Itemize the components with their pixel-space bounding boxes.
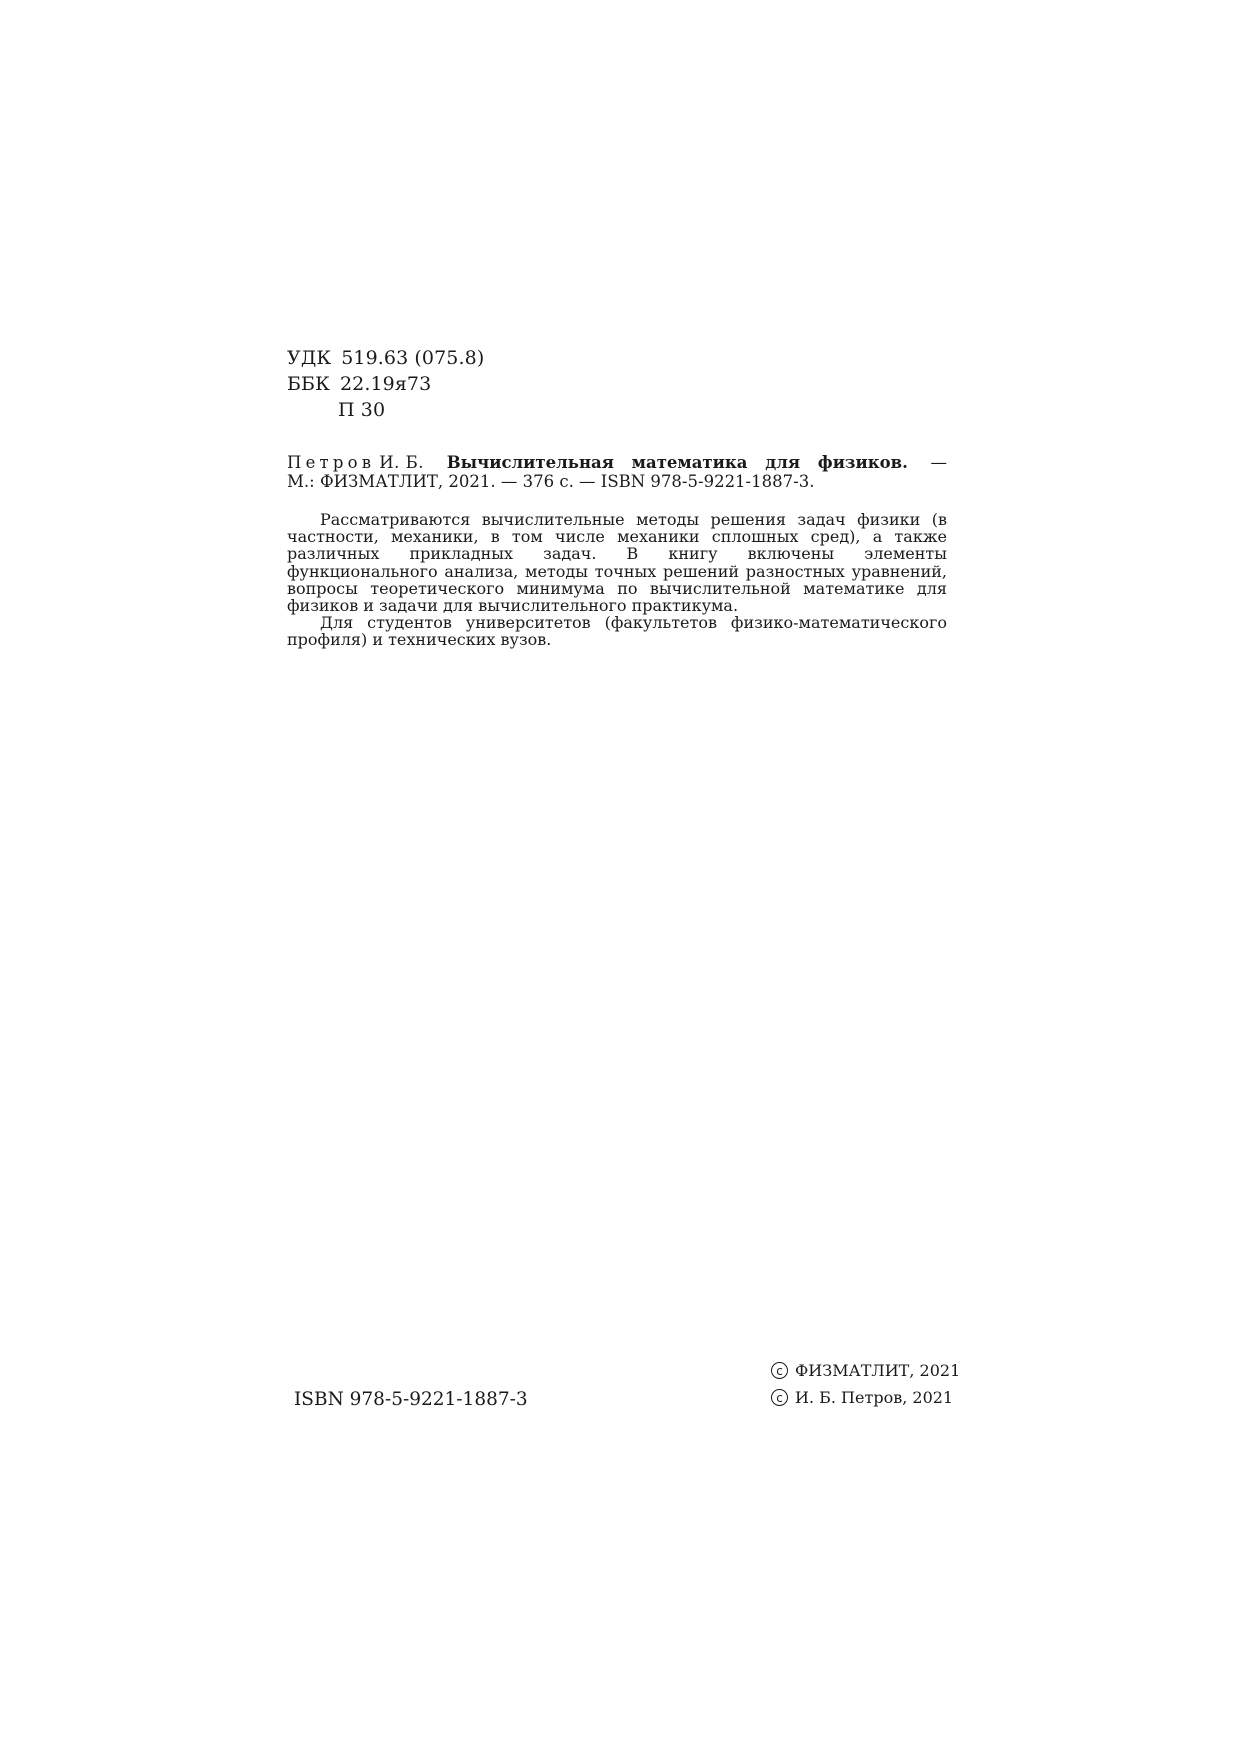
copyright-icon: c bbox=[771, 1362, 788, 1379]
copyright-publisher: ФИЗМАТЛИТ, 2021 bbox=[795, 1360, 961, 1380]
citation-publication: М.: ФИЗМАТЛИТ, 2021. — 376 с. — ISBN 978-5-9221-1887-3. bbox=[287, 472, 815, 491]
audience-paragraph: Для студентов университетов (факультетов физико-математического профиля) и технических вузов. bbox=[287, 613, 947, 650]
udk-value: 519.63 (075.8) bbox=[341, 347, 485, 369]
citation-first-line bbox=[287, 453, 947, 472]
bbk-line bbox=[287, 375, 431, 394]
abstract-paragraph: Рассматриваются вычислительные методы решения задач физики (в частности, механики, в том числе механики сплошных сред), а также различных прикладных задач. В книгу включены элементы функционального анализа, методы точных решений разностных уравнений, вопросы теоретического минимума по вычислительной математике для физиков и задачи для вычислительного практикума. bbox=[287, 510, 947, 616]
author-initials: И. Б. bbox=[379, 453, 425, 472]
isbn-number: ISBN 978-5-9221-1887-3 bbox=[294, 1389, 528, 1410]
author-sign: П 30 bbox=[338, 399, 386, 421]
copyright-author-line bbox=[771, 1389, 953, 1406]
bbk-label: ББК bbox=[287, 373, 330, 395]
citation-author bbox=[287, 453, 424, 472]
abstract bbox=[287, 511, 947, 649]
bbk-value: 22.19я73 bbox=[339, 373, 432, 395]
copyright-icon: c bbox=[771, 1389, 788, 1406]
copyright-publisher-line bbox=[771, 1362, 960, 1379]
bibliographic-citation bbox=[287, 453, 947, 491]
copyright-author: И. Б. Петров, 2021 bbox=[795, 1387, 954, 1407]
citation-dash: — bbox=[930, 453, 947, 472]
udk-label: УДК bbox=[287, 347, 332, 369]
author-surname: Петров bbox=[287, 453, 376, 472]
udk-line bbox=[287, 349, 484, 368]
book-title: Вычислительная математика для физиков. bbox=[446, 453, 908, 472]
